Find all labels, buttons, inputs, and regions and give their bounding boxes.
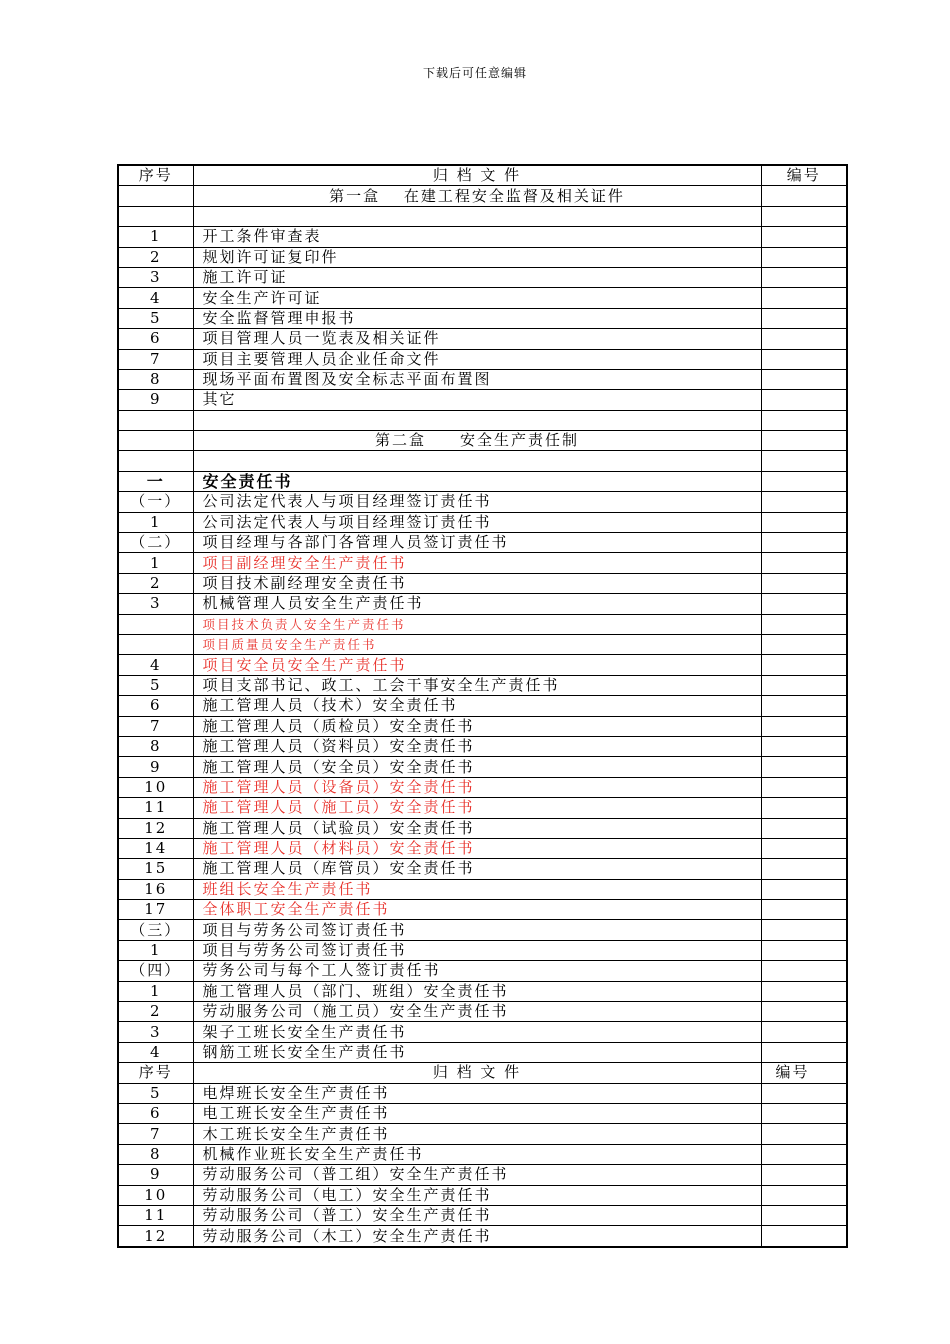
seq-number: 14 xyxy=(118,838,193,858)
table-row xyxy=(118,675,847,695)
table-row xyxy=(118,288,847,308)
document-title: 机械作业班长安全生产责任书 xyxy=(193,1144,761,1164)
document-title: 项目质量员安全生产责任书 xyxy=(193,634,761,654)
seq-number: 4 xyxy=(118,288,193,308)
code-cell xyxy=(761,431,847,451)
document-title: 劳动服务公司（普工组）安全生产责任书 xyxy=(193,1165,761,1185)
seq-number: （四） xyxy=(118,961,193,981)
table-row xyxy=(118,308,847,328)
seq-number: 3 xyxy=(118,594,193,614)
table-row xyxy=(118,1226,847,1247)
column-header-doc: 归 档 文 件 xyxy=(193,1063,761,1083)
seq-number: 2 xyxy=(118,573,193,593)
document-title: 安全生产许可证 xyxy=(193,288,761,308)
table-row xyxy=(118,492,847,512)
code-cell xyxy=(761,533,847,553)
document-title: 电焊班长安全生产责任书 xyxy=(193,1083,761,1103)
document-title: 全体职工安全生产责任书 xyxy=(193,900,761,920)
table-row xyxy=(118,859,847,879)
code-cell xyxy=(761,859,847,879)
code-cell xyxy=(761,716,847,736)
seq-number: 17 xyxy=(118,900,193,920)
code-cell xyxy=(761,1226,847,1247)
column-header-seq: 序号 xyxy=(118,165,193,186)
code-cell xyxy=(761,736,847,756)
code-cell xyxy=(761,879,847,899)
seq-number: 1 xyxy=(118,227,193,247)
code-cell xyxy=(761,553,847,573)
seq-number: 1 xyxy=(118,553,193,573)
table-row xyxy=(118,879,847,899)
seq-number: 1 xyxy=(118,981,193,1001)
code-cell xyxy=(761,1083,847,1103)
seq-number: 7 xyxy=(118,1124,193,1144)
seq-number: 8 xyxy=(118,369,193,389)
code-cell xyxy=(761,573,847,593)
code-cell xyxy=(761,777,847,797)
code-cell xyxy=(761,267,847,287)
code-cell xyxy=(761,227,847,247)
seq-number: 6 xyxy=(118,329,193,349)
document-title: 项目经理与各部门各管理人员签订责任书 xyxy=(193,533,761,553)
table-row xyxy=(118,1083,847,1103)
table-row xyxy=(118,757,847,777)
document-title: 项目副经理安全生产责任书 xyxy=(193,553,761,573)
table-row xyxy=(118,838,847,858)
seq-number: 9 xyxy=(118,1165,193,1185)
table-row xyxy=(118,920,847,940)
seq-number: 1 xyxy=(118,940,193,960)
seq-number: 2 xyxy=(118,247,193,267)
table-row xyxy=(118,1063,847,1083)
document-title: 其它 xyxy=(193,390,761,410)
code-cell xyxy=(761,940,847,960)
document-title: 施工管理人员（技术）安全责任书 xyxy=(193,696,761,716)
seq-number: 12 xyxy=(118,818,193,838)
table-row xyxy=(118,329,847,349)
table-row xyxy=(118,1205,847,1225)
document-title: 安全责任书 xyxy=(193,471,761,491)
table-row xyxy=(118,390,847,410)
seq-number: （二） xyxy=(118,533,193,553)
page-header-note: 下载后可任意编辑 xyxy=(422,66,527,80)
code-cell xyxy=(761,451,847,471)
table-row xyxy=(118,655,847,675)
document-title: 公司法定代表人与项目经理签订责任书 xyxy=(193,492,761,512)
document-title: 施工管理人员（试验员）安全责任书 xyxy=(193,818,761,838)
table-row xyxy=(118,981,847,1001)
document-title: 架子工班长安全生产责任书 xyxy=(193,1022,761,1042)
document-title: 项目与劳务公司签订责任书 xyxy=(193,920,761,940)
table-row xyxy=(118,696,847,716)
code-cell xyxy=(761,900,847,920)
code-cell xyxy=(761,920,847,940)
document-title: 劳动服务公司（电工）安全生产责任书 xyxy=(193,1185,761,1205)
code-cell xyxy=(761,1002,847,1022)
code-cell xyxy=(761,757,847,777)
table-row xyxy=(118,634,847,654)
code-cell xyxy=(761,369,847,389)
code-cell xyxy=(761,1022,847,1042)
code-cell xyxy=(761,1103,847,1123)
table-row xyxy=(118,369,847,389)
column-header-code: 编号 xyxy=(761,1063,847,1083)
document-title: 劳务公司与每个工人签订责任书 xyxy=(193,961,761,981)
column-header-doc: 归 档 文 件 xyxy=(193,165,761,186)
document-title: 施工管理人员（施工员）安全责任书 xyxy=(193,798,761,818)
document-title: 施工管理人员（设备员）安全责任书 xyxy=(193,777,761,797)
table-row xyxy=(118,1103,847,1123)
document-title: 安全监督管理申报书 xyxy=(193,308,761,328)
table-row xyxy=(118,533,847,553)
document-title: 劳动服务公司（施工员）安全生产责任书 xyxy=(193,1002,761,1022)
code-cell xyxy=(761,1124,847,1144)
seq-number: 11 xyxy=(118,798,193,818)
archive-table xyxy=(117,164,848,1248)
seq-cell xyxy=(118,186,193,206)
document-title: 现场平面布置图及安全标志平面布置图 xyxy=(193,369,761,389)
seq-number: 3 xyxy=(118,1022,193,1042)
code-cell xyxy=(761,1144,847,1164)
document-title: 劳动服务公司（普工）安全生产责任书 xyxy=(193,1205,761,1225)
seq-number: 4 xyxy=(118,1042,193,1062)
code-cell xyxy=(761,818,847,838)
seq-cell xyxy=(118,451,193,471)
code-cell xyxy=(761,838,847,858)
code-cell xyxy=(761,655,847,675)
document-title: 项目与劳务公司签订责任书 xyxy=(193,940,761,960)
table-row xyxy=(118,614,847,634)
seq-number: 5 xyxy=(118,1083,193,1103)
document-title: 公司法定代表人与项目经理签订责任书 xyxy=(193,512,761,532)
document-title: 项目主要管理人员企业任命文件 xyxy=(193,349,761,369)
table-row xyxy=(118,900,847,920)
code-cell xyxy=(761,186,847,206)
code-cell xyxy=(761,410,847,430)
table-row xyxy=(118,798,847,818)
code-cell xyxy=(761,634,847,654)
table-row xyxy=(118,553,847,573)
seq-number: （一） xyxy=(118,492,193,512)
document-title: 规划许可证复印件 xyxy=(193,247,761,267)
table-row xyxy=(118,1185,847,1205)
table-row xyxy=(118,1144,847,1164)
code-cell xyxy=(761,594,847,614)
code-cell xyxy=(761,1165,847,1185)
table-row xyxy=(118,451,847,471)
seq-number: 12 xyxy=(118,1226,193,1247)
table-row xyxy=(118,512,847,532)
code-cell xyxy=(761,961,847,981)
archive-table-body xyxy=(118,165,847,1247)
column-header-code: 编号 xyxy=(761,165,847,186)
document-title: 开工条件审查表 xyxy=(193,227,761,247)
document-title: 项目支部书记、政工、工会干事安全生产责任书 xyxy=(193,675,761,695)
table-row xyxy=(118,471,847,491)
table-row xyxy=(118,1165,847,1185)
seq-number: 6 xyxy=(118,696,193,716)
seq-number: 9 xyxy=(118,390,193,410)
seq-number: 1 xyxy=(118,512,193,532)
seq-number: 5 xyxy=(118,308,193,328)
seq-number: 3 xyxy=(118,267,193,287)
seq-number: 一 xyxy=(118,471,193,491)
code-cell xyxy=(761,614,847,634)
table-row xyxy=(118,349,847,369)
code-cell xyxy=(761,981,847,1001)
document-title: 木工班长安全生产责任书 xyxy=(193,1124,761,1144)
document-title: 项目安全员安全生产责任书 xyxy=(193,655,761,675)
code-cell xyxy=(761,492,847,512)
seq-number: 10 xyxy=(118,777,193,797)
code-cell xyxy=(761,206,847,226)
code-cell xyxy=(761,675,847,695)
seq-cell xyxy=(118,431,193,451)
table-row xyxy=(118,736,847,756)
code-cell xyxy=(761,329,847,349)
code-cell xyxy=(761,696,847,716)
document-title: 电工班长安全生产责任书 xyxy=(193,1103,761,1123)
table-row xyxy=(118,186,847,206)
doc-cell xyxy=(193,410,761,430)
document-title: 施工管理人员（材料员）安全责任书 xyxy=(193,838,761,858)
seq-number xyxy=(118,634,193,654)
seq-number: 6 xyxy=(118,1103,193,1123)
document-title: 施工管理人员（资料员）安全责任书 xyxy=(193,736,761,756)
seq-number: 7 xyxy=(118,349,193,369)
seq-number: 15 xyxy=(118,859,193,879)
code-cell xyxy=(761,308,847,328)
document-title: 施工管理人员（安全员）安全责任书 xyxy=(193,757,761,777)
table-row xyxy=(118,1042,847,1062)
table-row xyxy=(118,1002,847,1022)
document-title: 劳动服务公司（木工）安全生产责任书 xyxy=(193,1226,761,1247)
code-cell xyxy=(761,349,847,369)
code-cell xyxy=(761,1042,847,1062)
code-cell xyxy=(761,1185,847,1205)
doc-cell xyxy=(193,206,761,226)
table-row xyxy=(118,961,847,981)
document-title: 项目技术副经理安全责任书 xyxy=(193,573,761,593)
table-row xyxy=(118,777,847,797)
document-title: 班组长安全生产责任书 xyxy=(193,879,761,899)
document-title: 施工管理人员（质检员）安全责任书 xyxy=(193,716,761,736)
column-header-seq: 序号 xyxy=(118,1063,193,1083)
table-row xyxy=(118,267,847,287)
code-cell xyxy=(761,798,847,818)
table-row xyxy=(118,247,847,267)
document-title: 项目管理人员一览表及相关证件 xyxy=(193,329,761,349)
seq-number: （三） xyxy=(118,920,193,940)
code-cell xyxy=(761,247,847,267)
table-row xyxy=(118,716,847,736)
table-row xyxy=(118,940,847,960)
seq-number: 7 xyxy=(118,716,193,736)
seq-number: 9 xyxy=(118,757,193,777)
table-row xyxy=(118,165,847,186)
table-row xyxy=(118,573,847,593)
seq-number: 5 xyxy=(118,675,193,695)
document-title: 施工管理人员（库管员）安全责任书 xyxy=(193,859,761,879)
table-row xyxy=(118,410,847,430)
seq-number: 10 xyxy=(118,1185,193,1205)
seq-number xyxy=(118,614,193,634)
code-cell xyxy=(761,1205,847,1225)
code-cell xyxy=(761,390,847,410)
seq-number: 8 xyxy=(118,736,193,756)
section-title: 第二盒 安全生产责任制 xyxy=(193,431,761,451)
document-title: 施工许可证 xyxy=(193,267,761,287)
table-row xyxy=(118,1124,847,1144)
table-row xyxy=(118,206,847,226)
seq-number: 11 xyxy=(118,1205,193,1225)
seq-cell xyxy=(118,410,193,430)
document-title: 钢筋工班长安全生产责任书 xyxy=(193,1042,761,1062)
table-row xyxy=(118,594,847,614)
code-cell xyxy=(761,512,847,532)
document-title: 施工管理人员（部门、班组）安全责任书 xyxy=(193,981,761,1001)
table-row xyxy=(118,227,847,247)
seq-number: 4 xyxy=(118,655,193,675)
document-title: 项目技术负责人安全生产责任书 xyxy=(193,614,761,634)
code-cell xyxy=(761,471,847,491)
code-cell xyxy=(761,288,847,308)
seq-number: 16 xyxy=(118,879,193,899)
document-title: 机械管理人员安全生产责任书 xyxy=(193,594,761,614)
section-title: 第一盒 在建工程安全监督及相关证件 xyxy=(193,186,761,206)
table-row xyxy=(118,431,847,451)
seq-number: 8 xyxy=(118,1144,193,1164)
doc-cell xyxy=(193,451,761,471)
seq-number: 2 xyxy=(118,1002,193,1022)
table-row xyxy=(118,818,847,838)
seq-cell xyxy=(118,206,193,226)
table-row xyxy=(118,1022,847,1042)
